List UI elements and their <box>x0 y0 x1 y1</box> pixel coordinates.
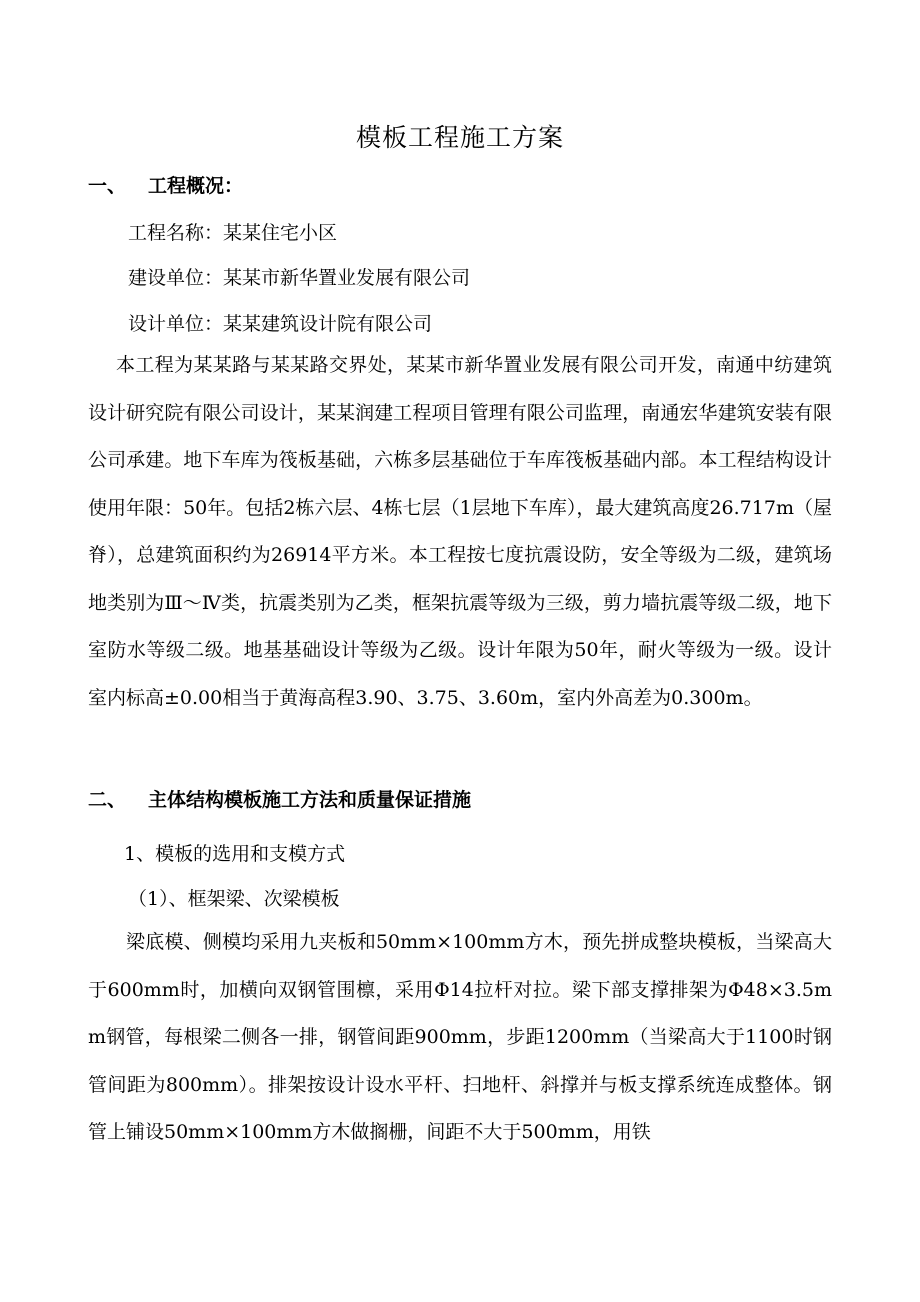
subsection-heading: 1、模板的选用和支模方式 <box>124 843 346 865</box>
section-heading-1 <box>88 172 243 200</box>
designer-line: 设计单位：某某建筑设计院有限公司 <box>128 313 433 335</box>
section-title: 工程概况： <box>148 175 244 197</box>
subsection-item-heading: （1）、框架梁、次梁模板 <box>128 888 340 910</box>
document-title: 模板工程施工方案 <box>355 123 564 152</box>
section-number: 二、 <box>88 789 127 811</box>
overview-paragraph: 本工程为某某路与某某路交界处，某某市新华置业发展有限公司开发，南通中纺建筑设计研究院有限公司设计，某某润建工程项目管理有限公司监理，南通宏华建筑安装有限公司承建。地下车库为筏板基础，六栋多层基础位于车库筏板基础内部。本工程结构设计使用年限：50年。包括2栋六层、4栋七层（1层地下车库），最大建筑高度26.717m（屋脊），总建筑面积约为26914平方米。本工程按七度抗震设防，安全等级为二级，建筑场地类别为Ⅲ～Ⅳ类，抗震类别为乙类，框架抗震等级为三级，剪力墙抗震等级二级，地下室防水等级二级。地基基础设计等级为乙级。设计年限为50年，耐火等级为一级。设计室内标高±0.00相当于黄海高程3.90、3.75、3.60m，室内外高差为0.300m。 <box>88 354 832 709</box>
builder-line: 建设单位：某某市新华置业发展有限公司 <box>128 267 471 289</box>
project-name-line: 工程名称：某某住宅小区 <box>128 222 338 244</box>
section-title: 主体结构模板施工方法和质量保证措施 <box>148 789 472 811</box>
section-heading-2 <box>88 786 471 814</box>
beam-paragraph: 梁底模、侧模均采用九夹板和50mm×100mm方木，预先拼成整块模板，当梁高大于600mm时，加横向双钢管围檩，采用Φ14拉杆对拉。梁下部支撑排架为Φ48×3.5mm钢管，每根梁二侧各一排，钢管间距900mm，步距1200mm（当梁高大于1100时钢管间距为800mm）。排架按设计设水平杆、扫地杆、斜撑并与板支撑系统连成整体。钢管上铺设50mm×100mm方木做搁栅，间距不大于500mm，用铁 <box>88 931 832 1143</box>
section-number: 一、 <box>88 175 127 197</box>
